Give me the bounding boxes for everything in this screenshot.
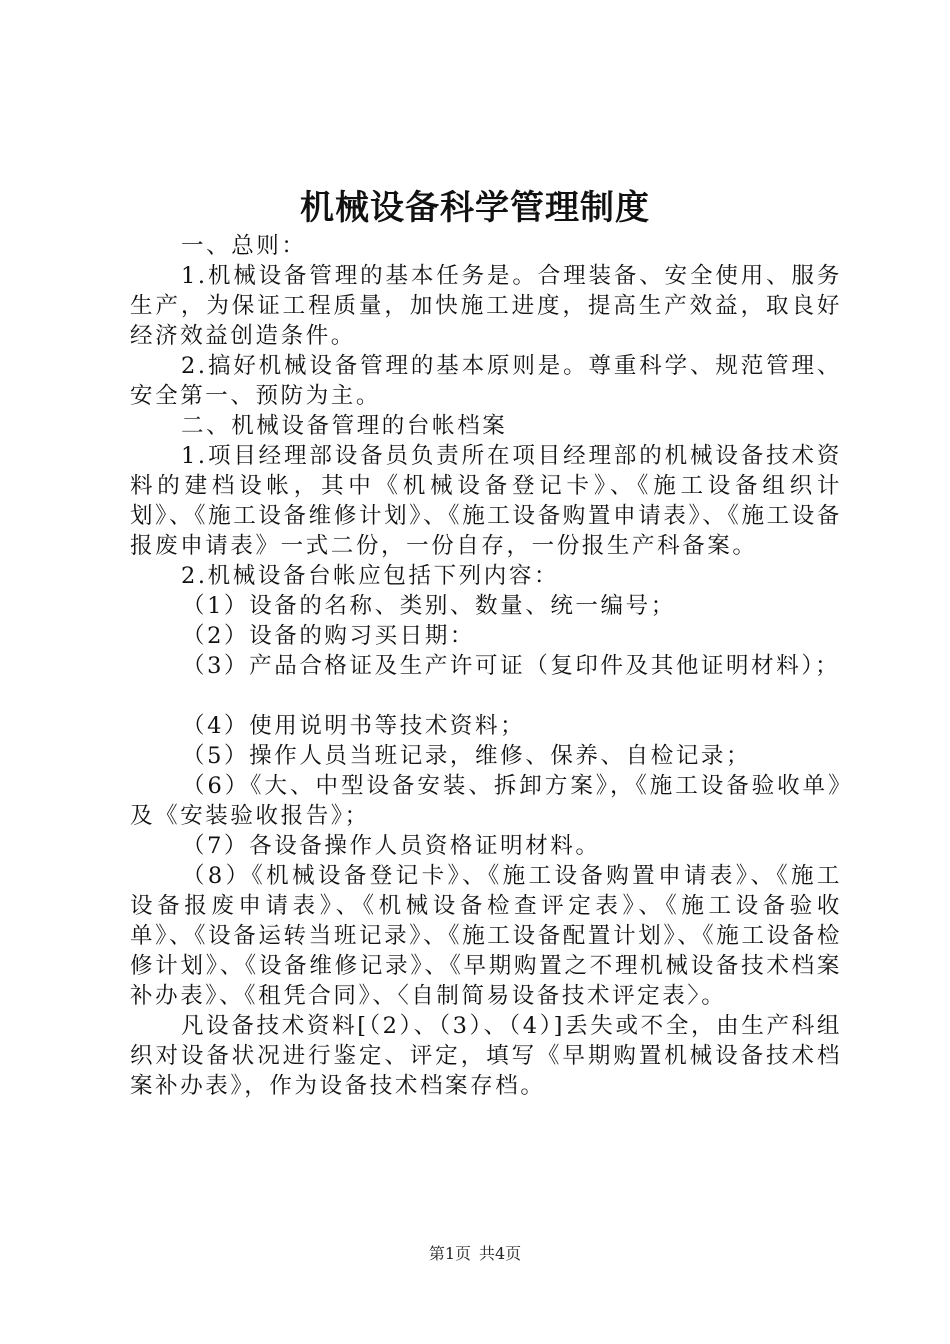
section-heading-ledger: 二、机械设备管理的台帐档案 [181,413,508,439]
document-body [130,231,842,1101]
paragraph: 2.机械设备台帐应包括下列内容： [181,563,560,589]
blank-line [130,681,842,711]
list-item: （6）《大、中型设备安装、拆卸方案》，《施工设备验收单》及《安装验收报告》； [130,773,842,829]
list-item: （8）《机械设备登记卡》、《施工设备购置申请表》、《施工设备报废申请表》、《机械设备检查评定表》、《施工设备验收单》、《设备运转当班记录》、《施工设备配置计划》、《施工设备检修计划》、《设备维修记录》、《早期购置之不理机械设备技术档案补办表》、《租凭合同》、〈自制简易设备技术评定表〉。 [130,863,842,1009]
list-item: （4）使用说明书等技术资料； [182,713,526,739]
list-item: （7）各设备操作人员资格证明材料。 [182,833,601,859]
list-item: （3）产品合格证及生产许可证（复印件及其他证明材料）； [182,653,841,679]
paragraph: 1.机械设备管理的基本任务是。合理装备、安全使用、服务生产，为保证工程质量，加快施工进度，提高生产效益，取良好经济效益创造条件。 [130,263,842,349]
list-item: （2）设备的购习买日期： [182,623,476,649]
paragraph: 凡设备技术资料[（2）、（3）、（4）]丢失或不全，由生产科组织对设备状况进行鉴定、评定，填写《早期购置机械设备技术档案补办表》，作为设备技术档案存档。 [130,1013,842,1099]
page-number: 第1页 [428,1244,471,1263]
page-footer [0,1244,950,1264]
page-total: 共4页 [479,1244,522,1263]
document-title: 机械设备科学管理制度 [300,188,650,228]
list-item: （5）操作人员当班记录，维修、保养、自检记录； [182,743,752,769]
list-item: （1）设备的名称、类别、数量、统一编号； [182,593,676,619]
section-heading-general: 一、总则： [181,233,307,259]
paragraph: 1.项目经理部设备员负责所在项目经理部的机械设备技术资料的建档设帐，其中《机械设备登记卡》、《施工设备组织计划》、《施工设备维修计划》、《施工设备购置申请表》、《施工设备报废申请表》一式二份，一份自存，一份报生产科备案。 [130,443,842,559]
paragraph: 2.搞好机械设备管理的基本原则是。尊重科学、规范管理、安全第一、预防为主。 [130,353,842,409]
